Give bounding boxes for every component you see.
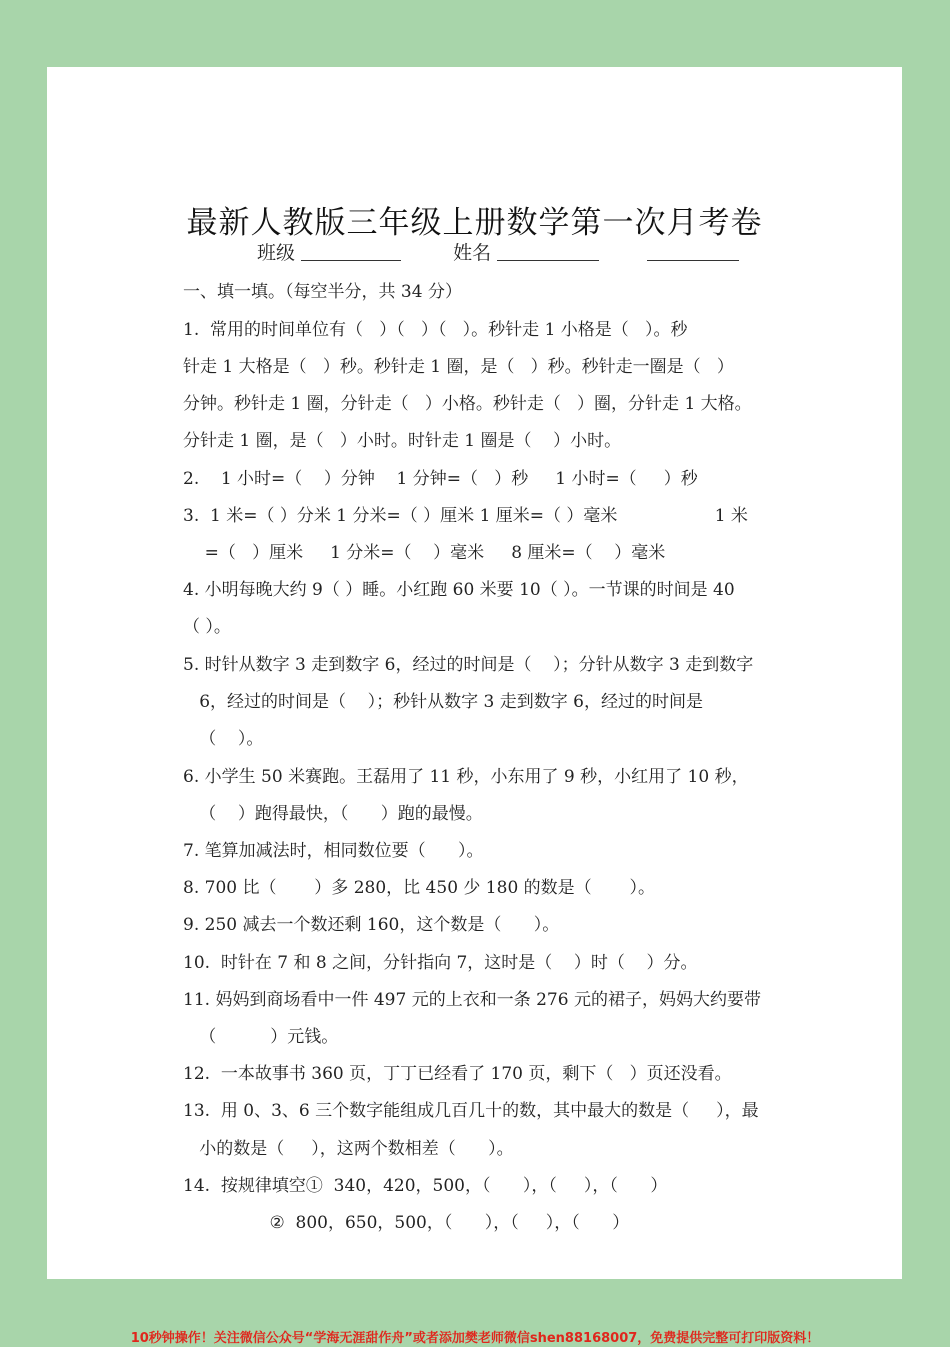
question-line: ② 800，650，500，（ ），（ ），（ ） [183, 1213, 630, 1233]
name-field[interactable] [497, 240, 599, 261]
section-heading: 一、填一填。（每空半分，共 34 分） [183, 282, 462, 302]
question-line: 小的数是（ ），这两个数相差（ ）。 [183, 1139, 514, 1159]
question-line: 13. 用 0、3、6 三个数字能组成几百几十的数，其中最大的数是（ ），最 [183, 1101, 759, 1121]
question-line: 2. 1 小时=（ ）分钟 1 分钟=（ ）秒 1 小时=（ ）秒 [183, 469, 698, 489]
question-line: 1. 常用的时间单位有（ ）（ ）（ ）。秒针走 1 小格是（ ）。秒 [183, 320, 688, 340]
question-line: 12. 一本故事书 360 页，丁丁已经看了 170 页，剩下（ ）页还没看。 [183, 1064, 732, 1084]
question-line: （ ）跑得最快，（ ）跑的最慢。 [183, 804, 483, 824]
promo-footer: 10秒钟操作！关注微信公众号“学海无涯甜作舟”或者添加樊老师微信shen88168007，免费提供完整可打印版资料！ [130, 1331, 820, 1346]
question-line: （ ）元钱。 [183, 1027, 339, 1047]
exam-page [47, 67, 902, 1279]
question-line: 针走 1 大格是（ ）秒。秒针走 1 圈，是（ ）秒。秒针走一圈是（ ） [183, 357, 734, 377]
question-line: 8. 700 比（ ）多 280，比 450 少 180 的数是（ ）。 [183, 878, 655, 898]
question-line: 6. 小学生 50 米赛跑。王磊用了 11 秒，小东用了 9 秒，小红用了 10 秒， [183, 767, 749, 787]
question-line: 5. 时针从数字 3 走到数字 6，经过的时间是（ ）；分针从数字 3 走到数字 [183, 655, 754, 675]
question-line: （ ）。 [183, 729, 264, 749]
question-line: （ ）。 [183, 617, 231, 637]
student-info-fields [257, 238, 739, 265]
question-line: 3. 1 米=（ ）分米 1 分米=（ ）厘米 1 厘米=（ ）毫米 1 米 [183, 506, 748, 526]
question-line: 分钟。秒针走 1 圈，分针走（ ）小格。秒针走（ ）圈，分针走 1 大格。 [183, 394, 752, 414]
class-field[interactable] [301, 240, 401, 261]
question-line: 14. 按规律填空① 340，420，500，（ ），（ ），（ ） [183, 1176, 668, 1196]
question-line: 分针走 1 圈，是（ ）小时。时针走 1 圈是（ ）小时。 [183, 431, 622, 451]
question-line: 11. 妈妈到商场看中一件 497 元的上衣和一条 276 元的裙子，妈妈大约要带 [183, 990, 761, 1010]
question-line: 4. 小明每晚大约 9（ ）睡。小红跑 60 米要 10（ ）。一节课的时间是 40 [183, 580, 735, 600]
question-line: =（ ）厘米 1 分米=（ ）毫米 8 厘米=（ ）毫米 [183, 543, 666, 563]
name-label: 姓名 [453, 242, 492, 264]
question-line: 6，经过的时间是（ ）；秒针从数字 3 走到数字 6，经过的时间是 [183, 692, 703, 712]
blank-field[interactable] [647, 240, 739, 261]
question-line: 7. 笔算加减法时，相同数位要（ ）。 [183, 841, 484, 861]
question-line: 10. 时针在 7 和 8 之间，分针指向 7，这时是（ ）时（ ）分。 [183, 953, 698, 973]
question-line: 9. 250 减去一个数还剩 160，这个数是（ ）。 [183, 915, 560, 935]
class-label: 班级 [257, 242, 296, 264]
page-title: 最新人教版三年级上册数学第一次月考卷 [186, 205, 763, 241]
